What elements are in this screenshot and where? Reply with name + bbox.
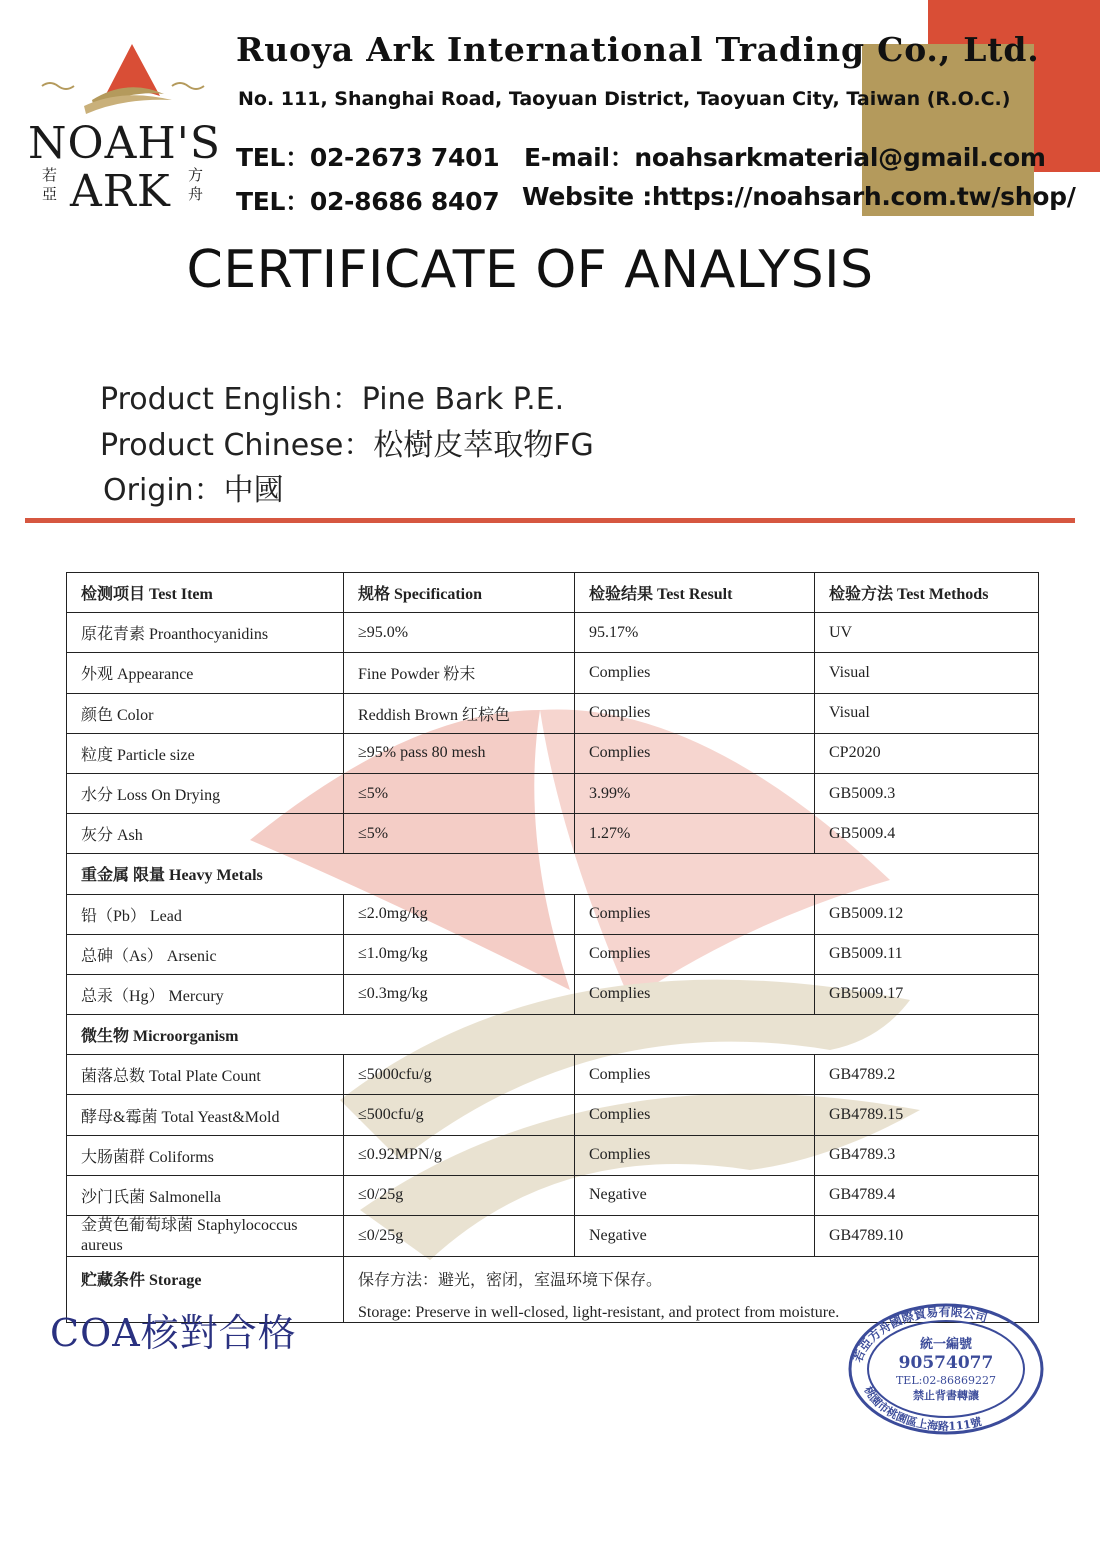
cell-item: 大肠菌群 Coliforms	[67, 1135, 344, 1175]
table-row	[67, 1135, 1039, 1175]
cell-result: Negative	[575, 1175, 815, 1215]
cell-method: Visual	[815, 653, 1039, 693]
tel-1: TEL：02-2673 7401	[236, 143, 500, 172]
cell-method: GB5009.4	[815, 814, 1039, 854]
cell-result: Complies	[575, 1055, 815, 1095]
cell-item: 颜色 Color	[67, 693, 344, 733]
table-row	[67, 934, 1039, 974]
coa-table	[66, 572, 1039, 1323]
cell-result: 95.17%	[575, 613, 815, 653]
table-header-row	[67, 573, 1039, 613]
company-name: Ruoya Ark International Trading Co., Ltd.	[236, 30, 1040, 69]
page-title: CERTIFICATE OF ANALYSIS	[186, 240, 874, 300]
cell-result: Complies	[575, 693, 815, 733]
product-origin: Origin：中國	[103, 473, 284, 508]
svg-text:若亞方舟國際貿易有限公司: 若亞方舟國際貿易有限公司	[850, 1304, 989, 1365]
cell-item: 原花青素 Proanthocyanidins	[67, 613, 344, 653]
cell-item: 水分 Loss On Drying	[67, 773, 344, 813]
stamp-line1: 統一編號	[919, 1337, 973, 1352]
cell-method: GB5009.11	[815, 934, 1039, 974]
header-test-result: 检验结果 Test Result	[575, 573, 815, 613]
cell-item: 菌落总数 Total Plate Count	[67, 1055, 344, 1095]
cell-spec: Reddish Brown 红棕色	[344, 693, 575, 733]
logo-cn-left: 若亞	[42, 166, 58, 203]
storage-text-cn: 保存方法：避光，密闭，室温环境下保存。	[358, 1272, 663, 1289]
cell-method: Visual	[815, 693, 1039, 733]
table-row	[67, 693, 1039, 733]
cell-spec: ≤2.0mg/kg	[344, 894, 575, 934]
cell-result: Complies	[575, 733, 815, 773]
cell-method: UV	[815, 613, 1039, 653]
cell-spec: ≥95% pass 80 mesh	[344, 733, 575, 773]
company-seal-stamp	[848, 1302, 1044, 1436]
table-row	[67, 1055, 1039, 1095]
section-row-heavy-metals	[67, 854, 1039, 894]
cell-spec: ≤1.0mg/kg	[344, 934, 575, 974]
cell-method: GB5009.17	[815, 974, 1039, 1014]
storage-label: 贮藏条件 Storage	[67, 1257, 344, 1323]
cell-spec: ≤500cfu/g	[344, 1095, 575, 1135]
email[interactable]: E-mail：noahsarkmaterial@gmail.com	[524, 143, 1046, 172]
cell-item: 金黄色葡萄球菌 Staphylococcus aureus	[67, 1216, 344, 1257]
header-test-methods: 检验方法 Test Methods	[815, 573, 1039, 613]
section-row-microorganism	[67, 1015, 1039, 1055]
logo-text-ark: ARK	[70, 166, 171, 217]
storage-text-en: Storage: Preserve in well-closed, light-resistant, and protect from moisture.	[358, 1304, 840, 1321]
cell-spec: ≤5000cfu/g	[344, 1055, 575, 1095]
table-row	[67, 894, 1039, 934]
cell-method: GB5009.12	[815, 894, 1039, 934]
cell-result: 1.27%	[575, 814, 815, 854]
cell-item: 灰分 Ash	[67, 814, 344, 854]
cell-spec: ≤5%	[344, 814, 575, 854]
table-row	[67, 1095, 1039, 1135]
cell-method: GB4789.10	[815, 1216, 1039, 1257]
section-microorganism: 微生物 Microorganism	[67, 1015, 1039, 1055]
table-row	[67, 613, 1039, 653]
cell-result: Complies	[575, 934, 815, 974]
cell-method: GB4789.3	[815, 1135, 1039, 1175]
company-address: No. 111, Shanghai Road, Taoyuan District, Taoyuan City, Taiwan (R.O.C.)	[238, 88, 1011, 110]
table-row	[67, 1216, 1039, 1257]
cell-spec: ≤0/25g	[344, 1175, 575, 1215]
logo-text-noahs: NOAH'S	[28, 118, 221, 169]
cell-result: Complies	[575, 894, 815, 934]
logo-cn-right: 方舟	[188, 166, 204, 203]
cell-method: GB4789.4	[815, 1175, 1039, 1215]
stamp-number: 90574077	[898, 1353, 994, 1373]
cell-item: 总汞（Hg） Mercury	[67, 974, 344, 1014]
header-test-item: 检测项目 Test Item	[67, 573, 344, 613]
cell-item: 沙门氏菌 Salmonella	[67, 1175, 344, 1215]
cell-item: 外观 Appearance	[67, 653, 344, 693]
stamp-tel: TEL:02-86869227	[895, 1374, 997, 1387]
divider-rule	[25, 518, 1075, 523]
ship-sail-icon	[22, 36, 222, 116]
stamp-note: 禁止背書轉讓	[913, 1389, 979, 1402]
cell-result: Complies	[575, 653, 815, 693]
table-row	[67, 653, 1039, 693]
cell-result: 3.99%	[575, 773, 815, 813]
cell-method: GB4789.2	[815, 1055, 1039, 1095]
section-heavy-metals: 重金属 限量 Heavy Metals	[67, 854, 1039, 894]
cell-item: 铅（Pb） Lead	[67, 894, 344, 934]
company-logo	[22, 36, 222, 216]
svg-text:桃園市桃園區上海路111號: 桃園市桃園區上海路111號	[861, 1384, 983, 1434]
cell-spec: ≥95.0%	[344, 613, 575, 653]
cell-item: 总砷（As） Arsenic	[67, 934, 344, 974]
table-row	[67, 814, 1039, 854]
header-specification: 规格 Specification	[344, 573, 575, 613]
cell-result: Complies	[575, 1135, 815, 1175]
cell-method: GB4789.15	[815, 1095, 1039, 1135]
product-chinese: Product Chinese：松樹皮萃取物FG	[100, 428, 594, 463]
cell-spec: ≤0.92MPN/g	[344, 1135, 575, 1175]
product-english: Product English：Pine Bark P.E.	[100, 382, 565, 417]
table-row	[67, 1175, 1039, 1215]
cell-item: 粒度 Particle size	[67, 733, 344, 773]
cell-spec: ≤5%	[344, 773, 575, 813]
table-row	[67, 974, 1039, 1014]
approval-note: COA核對合格	[50, 1311, 297, 1355]
cell-spec: Fine Powder 粉末	[344, 653, 575, 693]
cell-method: GB5009.3	[815, 773, 1039, 813]
cell-method: CP2020	[815, 733, 1039, 773]
cell-spec: ≤0/25g	[344, 1216, 575, 1257]
cell-spec: ≤0.3mg/kg	[344, 974, 575, 1014]
cell-result: Negative	[575, 1216, 815, 1257]
cell-result: Complies	[575, 974, 815, 1014]
table-row	[67, 773, 1039, 813]
website-link[interactable]: Website :https://noahsarh.com.tw/shop/	[522, 182, 1076, 211]
tel-2: TEL：02-8686 8407	[236, 187, 500, 216]
cell-item: 酵母&霉菌 Total Yeast&Mold	[67, 1095, 344, 1135]
cell-result: Complies	[575, 1095, 815, 1135]
table-row	[67, 733, 1039, 773]
